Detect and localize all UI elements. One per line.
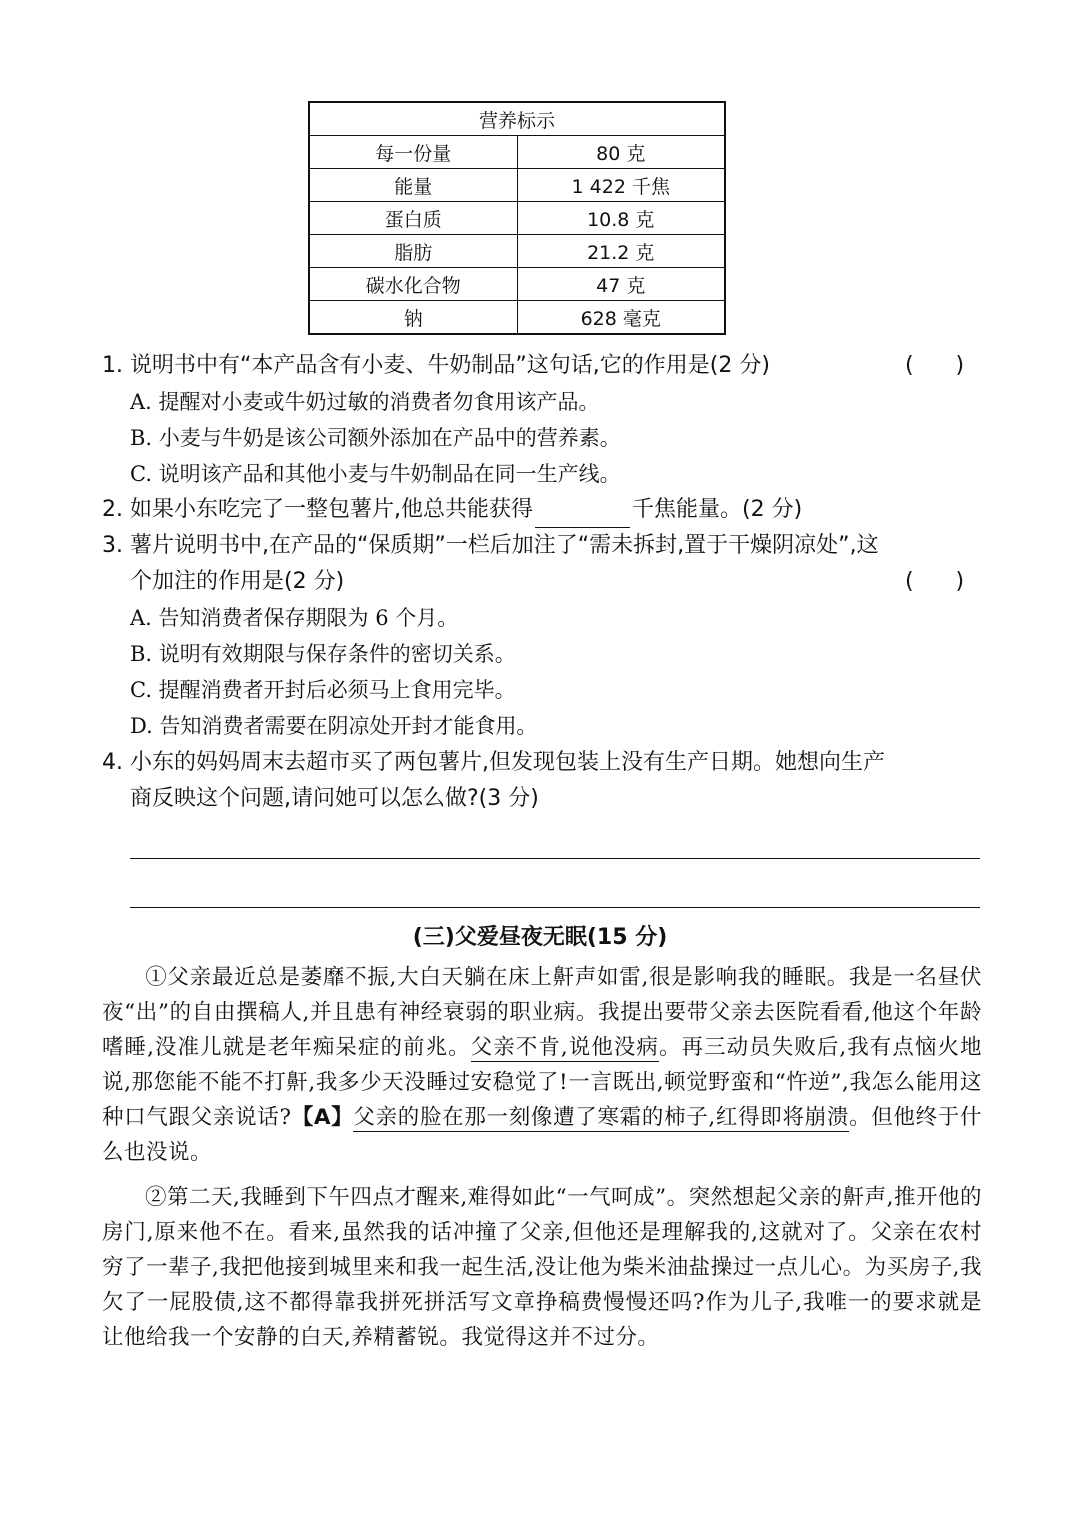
nutrition-value: 47 克 xyxy=(517,268,725,301)
option-c: C. 说明该产品和其他小麦与牛奶制品在同一生产线。 xyxy=(130,462,621,486)
question-number: 1. xyxy=(102,353,123,378)
question-text: 小东的妈妈周末去超市买了两包薯片,但发现包装上没有生产日期。她想向生产 xyxy=(130,750,885,775)
option-b: B. 小麦与牛奶是该公司额外添加在产品中的营养素。 xyxy=(130,426,621,450)
question-text: 如果小东吃完了一整包薯片,他总共能获得 xyxy=(130,497,533,522)
paragraph-text: 。再三动员失败后,我有点恼火地说,那您能不能不打鼾,我多少天没睡过安稳觉了!一言既出,顿觉野蛮和“忤逆”,我怎么能用这种口气跟父亲说话? xyxy=(102,1035,982,1130)
question-4-line-2: 商反映这个问题,请问她可以怎么做?(3 分) xyxy=(130,786,539,811)
nutrition-table-header-row xyxy=(309,102,725,136)
question-3 xyxy=(102,528,982,564)
nutrition-value: 628 毫克 xyxy=(517,301,725,335)
nutrition-label: 钠 xyxy=(309,301,517,335)
nutrition-label: 蛋白质 xyxy=(309,202,517,235)
answer-parentheses[interactable]: ( ) xyxy=(905,569,965,594)
nutrition-table xyxy=(308,101,726,335)
paragraph-text: ②第二天,我睡到下午四点才醒来,难得如此“一气呵成”。突然想起父亲的鼾声,推开他的房门,原来他不在。看来,虽然我的话冲撞了父亲,但他还是理解我的,这就对了。父亲在农村穷了一辈子,我把他接到城里来和我一起生活,没让他为柴米油盐操过一点儿心。为买房子,我欠了一屁股债,这不都得靠我拼死拼活写文章挣稿费慢慢还吗?作为儿子,我唯一的要求就是让他给我一个安静的白天,养精蓄锐。我觉得这并不过分。 xyxy=(102,1185,983,1350)
nutrition-value: 10.8 克 xyxy=(517,202,725,235)
table-row xyxy=(309,136,725,169)
nutrition-value: 80 克 xyxy=(517,136,725,169)
fill-blank[interactable] xyxy=(535,503,630,528)
question-1 xyxy=(102,348,982,384)
underlined-text: 父亲不肯,说他没病 xyxy=(470,1035,659,1060)
question-number: 2. xyxy=(102,497,123,522)
option-c: C. 提醒消费者开封后必须马上食用完毕。 xyxy=(130,678,516,702)
option-a: A. 提醒对小麦或牛奶过敏的消费者勿食用该产品。 xyxy=(130,390,600,414)
underlined-text: 父亲的脸在那一刻像遭了寒霜的柿子,红得即将崩溃 xyxy=(353,1105,850,1130)
nutrition-label: 每一份量 xyxy=(309,136,517,169)
option-d: D. 告知消费者需要在阴凉处开封才能食用。 xyxy=(130,714,538,738)
paragraph-1 xyxy=(102,960,982,1170)
question-2 xyxy=(102,492,982,528)
nutrition-label: 能量 xyxy=(309,169,517,202)
nutrition-value: 1 422 千焦 xyxy=(517,169,725,202)
table-row xyxy=(309,169,725,202)
nutrition-label: 脂肪 xyxy=(309,235,517,268)
option-b: B. 说明有效期限与保存条件的密切关系。 xyxy=(130,642,516,666)
nutrition-label: 碳水化合物 xyxy=(309,268,517,301)
question-3-line-2: 个加注的作用是(2 分) xyxy=(130,569,345,594)
option-a: A. 告知消费者保存期限为 6 个月。 xyxy=(130,606,459,630)
table-row xyxy=(309,235,725,268)
paragraph-text: ①父亲最近总是萎靡不振,大白天躺在床上鼾声如雷,很是影响我的睡眠。我是一名昼伏夜“出”的自由撰稿人,并且患有神经衰弱的职业病。我提出要带父亲去医院看看,他这个年龄嗜睡,没准儿就是老年痴呆症的前兆。 xyxy=(102,965,982,1060)
annotation-label: 【A】 xyxy=(291,1105,354,1130)
table-row xyxy=(309,301,725,335)
table-row xyxy=(309,202,725,235)
section-title: (三)父爱昼夜无眠(15 分) xyxy=(412,925,668,950)
question-number: 3. xyxy=(102,533,123,558)
question-text: 说明书中有“本产品含有小麦、牛奶制品”这句话,它的作用是(2 分) xyxy=(130,353,770,378)
table-row xyxy=(309,268,725,301)
answer-line[interactable] xyxy=(130,858,980,859)
nutrition-table-title: 营养标示 xyxy=(309,102,725,136)
answer-parentheses[interactable]: ( ) xyxy=(905,353,965,378)
question-text: 千焦能量。(2 分) xyxy=(632,497,803,522)
question-text: 薯片说明书中,在产品的“保质期”一栏后加注了“需未拆封,置于干燥阴凉处”,这 xyxy=(130,533,879,558)
question-4 xyxy=(102,745,982,781)
paragraph-text: 。但他终于什么也没说。 xyxy=(102,1105,982,1165)
answer-line[interactable] xyxy=(130,907,980,908)
nutrition-value: 21.2 克 xyxy=(517,235,725,268)
paragraph-2 xyxy=(102,1180,982,1355)
question-number: 4. xyxy=(102,750,123,775)
